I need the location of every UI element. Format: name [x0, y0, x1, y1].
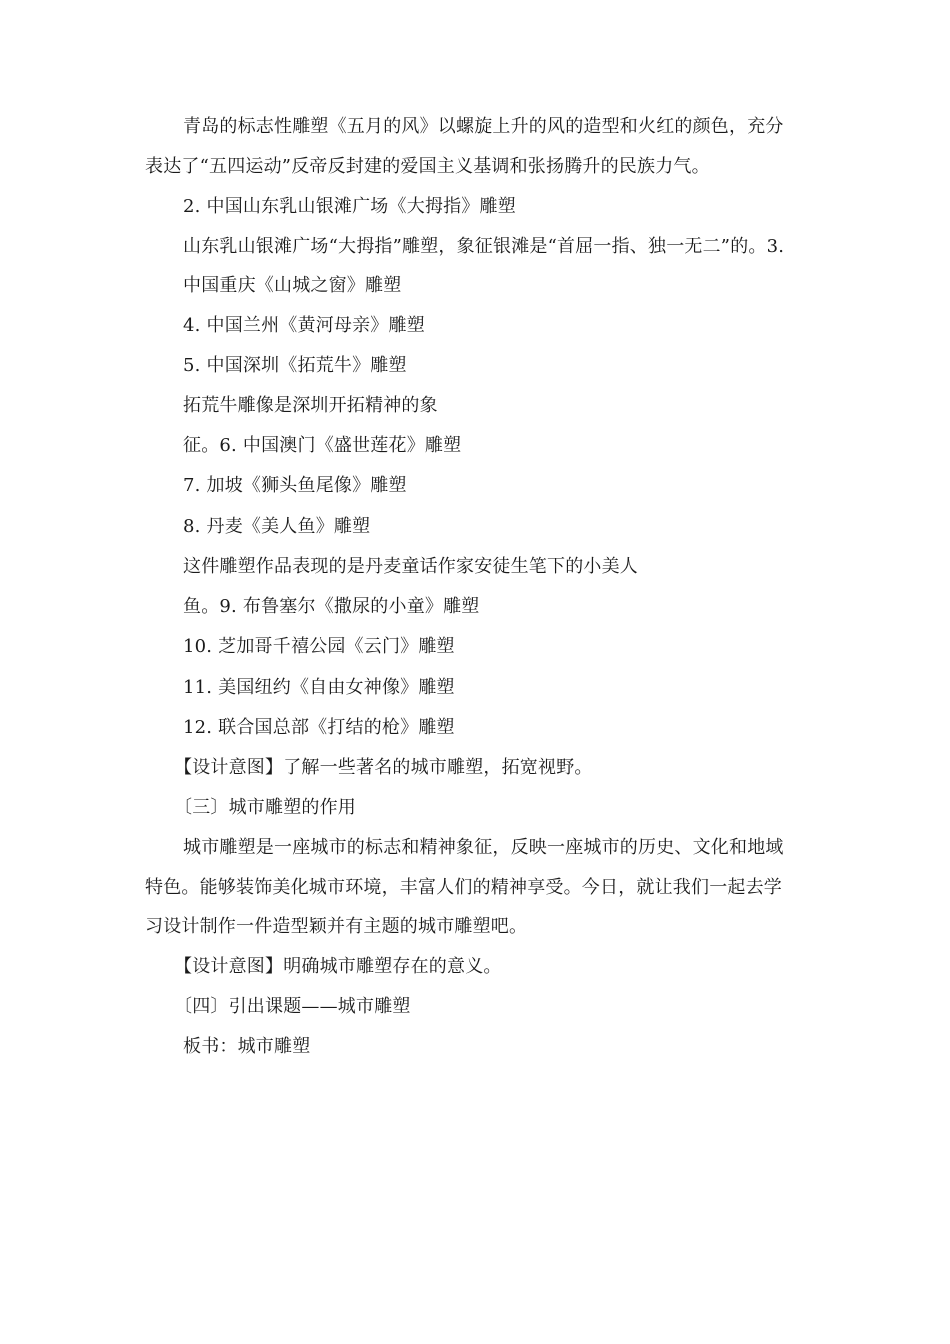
list-item: 鱼。9. 布鲁塞尔《撒尿的小童》雕塑 — [183, 596, 480, 617]
list-item: 7. 加坡《狮头鱼尾像》雕塑 — [183, 475, 407, 496]
paragraph-line: 城市雕塑是一座城市的标志和精神象征，反映一座城市的历史、文化和地域 — [183, 837, 784, 858]
list-item: 2. 中国山东乳山银滩广场《大拇指》雕塑 — [183, 196, 516, 217]
list-item: 10. 芝加哥千禧公园《云门》雕塑 — [183, 636, 455, 657]
paragraph-line: 特色。能够装饰美化城市环境，丰富人们的精神享受。今日，就让我们一起去学 — [145, 877, 782, 898]
paragraph-line: 拓荒牛雕像是深圳开拓精神的象 — [183, 395, 438, 416]
section-heading: 〔三〕城市雕塑的作用 — [174, 797, 356, 818]
paragraph-line: 青岛的标志性雕塑《五月的风》以螺旋上升的风的造型和火红的颜色，充分 — [183, 116, 784, 137]
paragraph-line: 山东乳山银滩广场“大拇指”雕塑，象征银滩是“首屈一指、独一无二”的。3. — [183, 236, 785, 257]
blackboard-note: 板书：城市雕塑 — [183, 1036, 311, 1057]
design-intent-note: 【设计意图】明确城市雕塑存在的意义。 — [174, 956, 502, 977]
paragraph-line: 表达了“五四运动”反帝反封建的爱国主义基调和张扬腾升的民族力气。 — [145, 156, 710, 177]
section-heading: 〔四〕引出课题——城市雕塑 — [174, 996, 411, 1017]
list-item: 8. 丹麦《美人鱼》雕塑 — [183, 516, 371, 537]
paragraph-line: 这件雕塑作品表现的是丹麦童话作家安徒生笔下的小美人 — [183, 556, 638, 577]
list-item: 征。6. 中国澳门《盛世莲花》雕塑 — [183, 435, 462, 456]
paragraph-line: 习设计制作一件造型颖并有主题的城市雕塑吧。 — [145, 916, 528, 937]
list-item: 5. 中国深圳《拓荒牛》雕塑 — [183, 355, 407, 376]
list-item: 中国重庆《山城之窗》雕塑 — [183, 275, 402, 296]
list-item: 4. 中国兰州《黄河母亲》雕塑 — [183, 315, 425, 336]
list-item: 11. 美国纽约《自由女神像》雕塑 — [183, 677, 455, 698]
list-item: 12. 联合国总部《打结的枪》雕塑 — [183, 717, 455, 738]
design-intent-note: 【设计意图】了解一些著名的城市雕塑，拓宽视野。 — [174, 757, 593, 778]
